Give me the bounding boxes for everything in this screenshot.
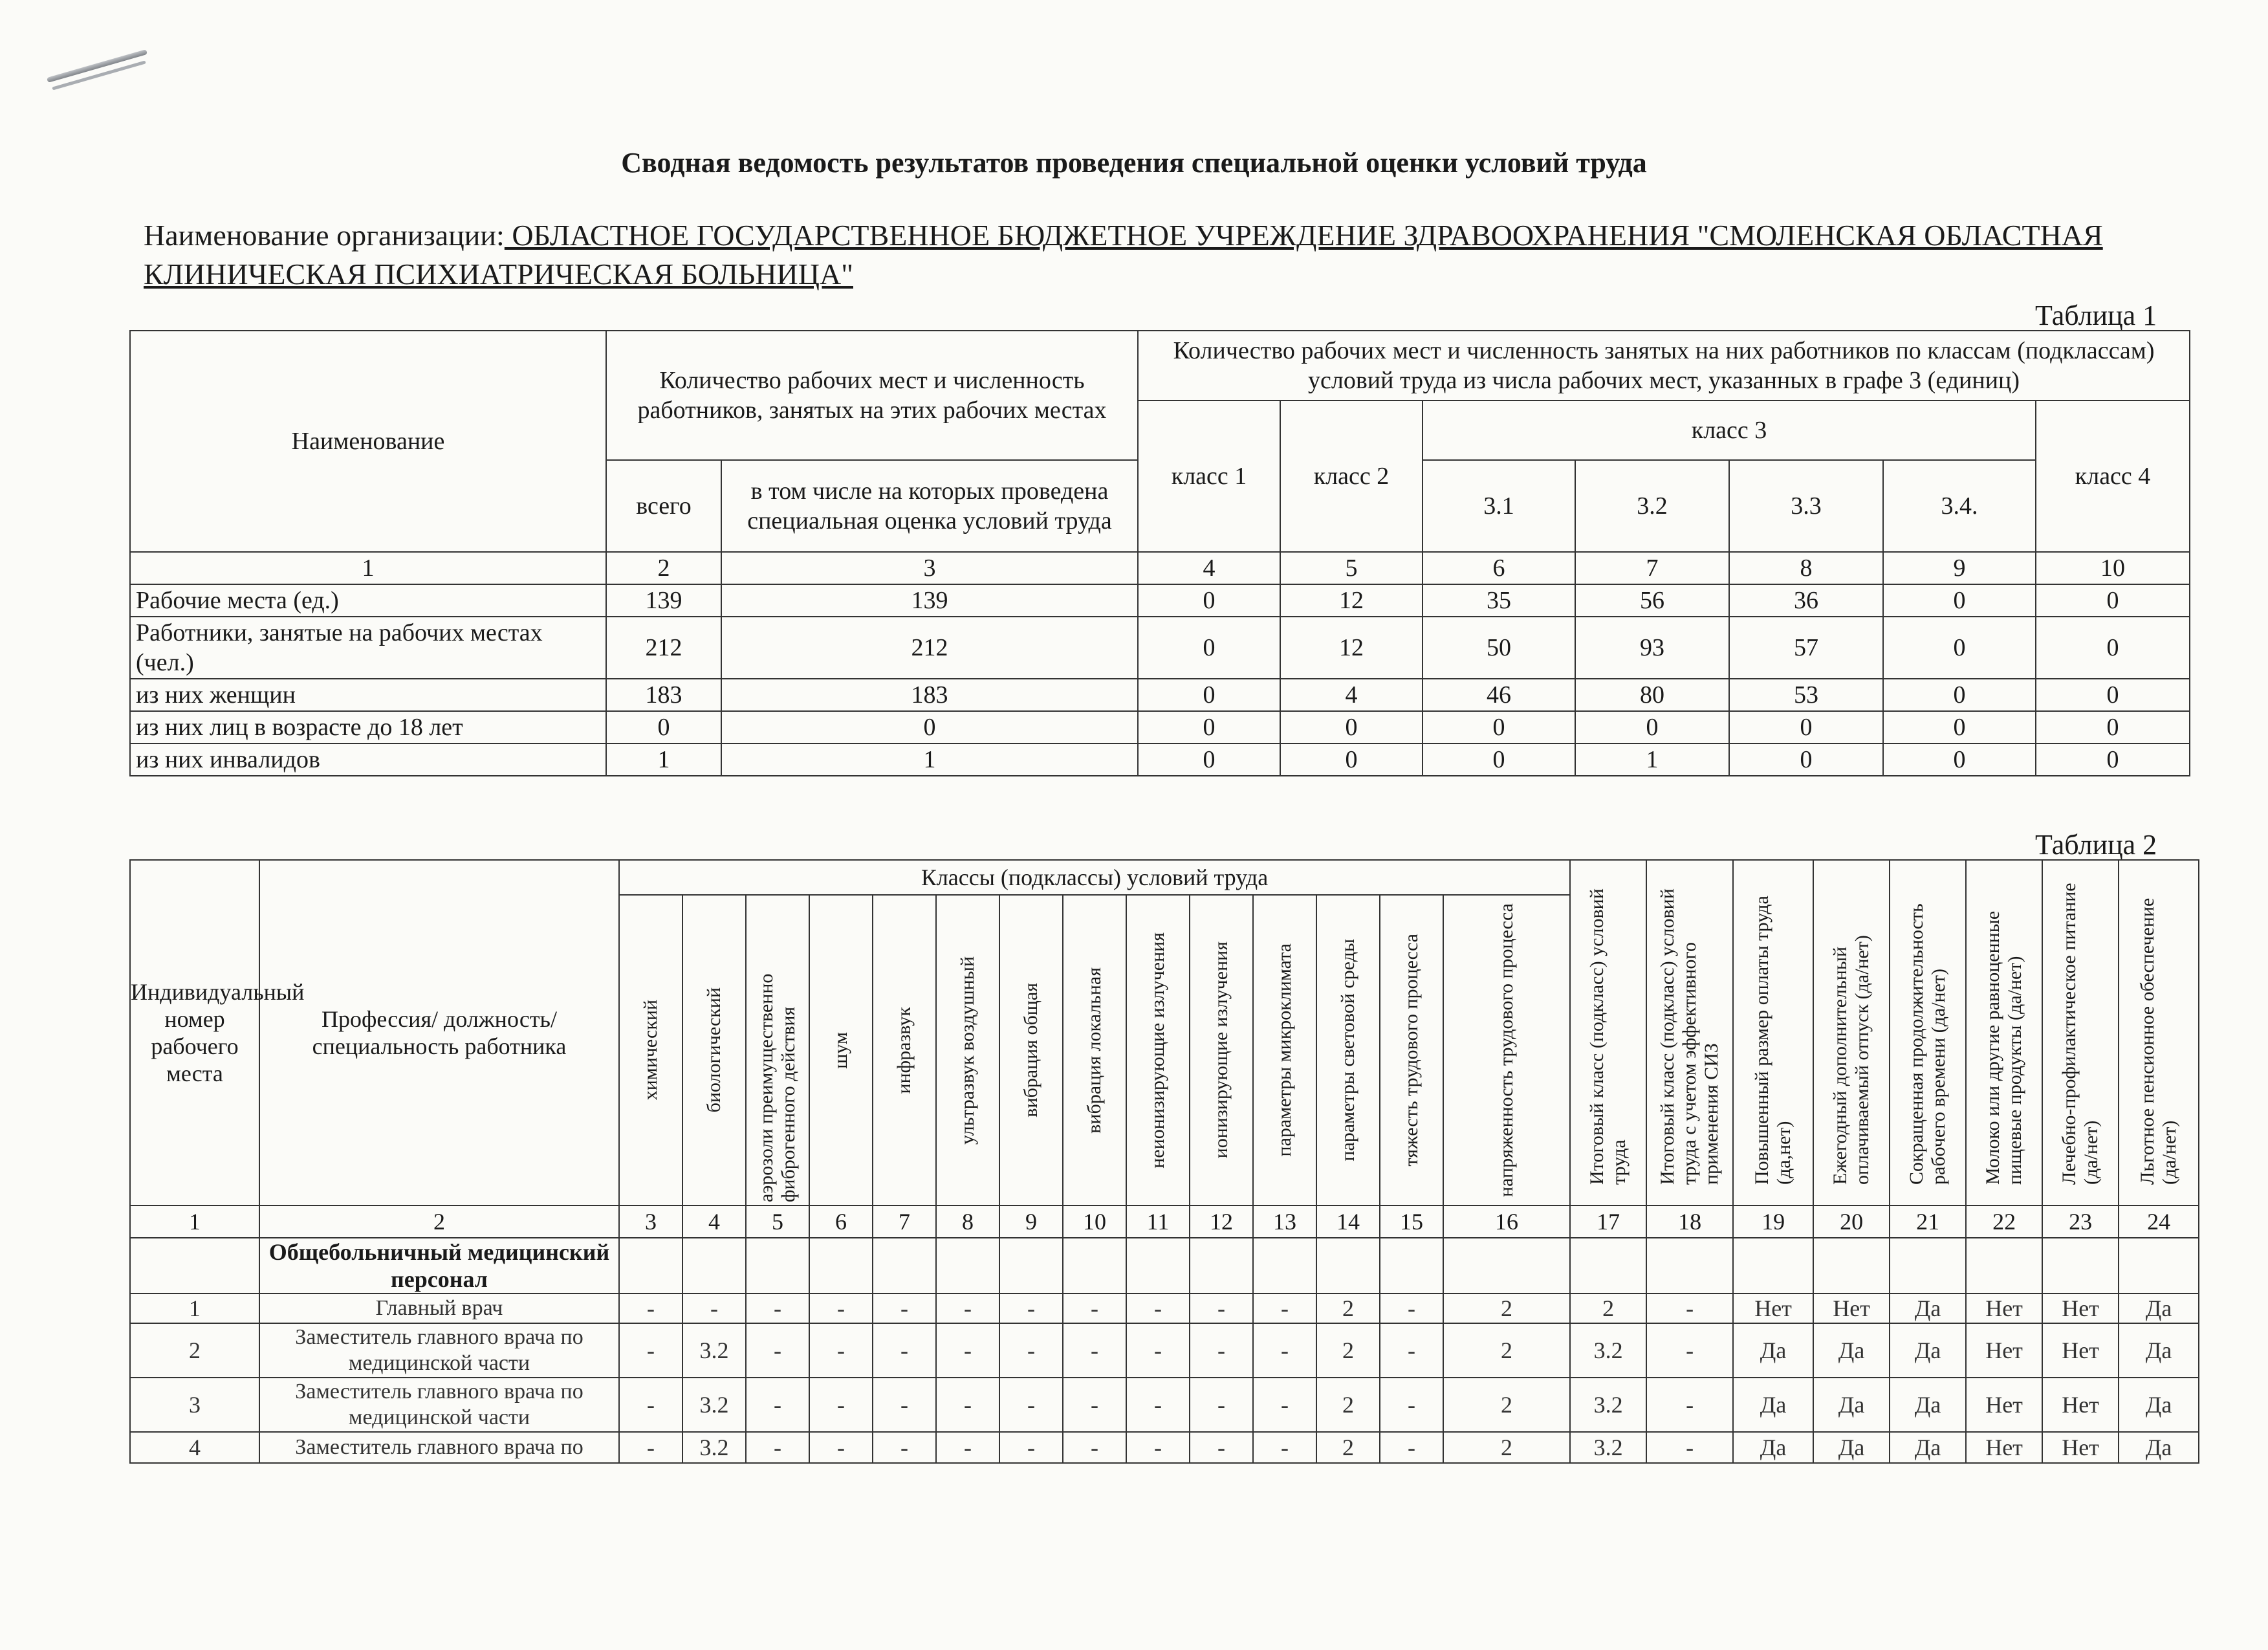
t1-cell: 0 xyxy=(1575,711,1729,743)
t1-row-name: Рабочие места (ед.) xyxy=(130,584,606,617)
t2-factor-severity: тяжесть трудового процесса xyxy=(1380,895,1443,1205)
t2-colnum: 15 xyxy=(1380,1205,1443,1238)
t2-factor-ionizing: ионизирующие излучения xyxy=(1190,895,1253,1205)
t2-cell: Да xyxy=(2119,1323,2199,1378)
t2-factor-vibration-local: вибрация локальная xyxy=(1063,895,1126,1205)
t2-factor-vibration-general: вибрация общая xyxy=(999,895,1063,1205)
t2-header-pension: Льготное пенсионное обеспечение (да/нет) xyxy=(2119,860,2199,1205)
t2-cell: - xyxy=(873,1323,936,1378)
t2-cell: 3.2 xyxy=(682,1323,746,1378)
t2-header-leave: Ежегодный дополнительный оплачиваемый отпуск (да/нет) xyxy=(1813,860,1890,1205)
t2-row-prof: Заместитель главного врача по медицинской части xyxy=(259,1378,619,1432)
t1-header-class4: класс 4 xyxy=(2036,401,2190,552)
t1-header-class1: класс 1 xyxy=(1138,401,1280,552)
t2-colnum: 14 xyxy=(1316,1205,1380,1238)
t1-cell: 0 xyxy=(1138,743,1280,776)
t2-cell: - xyxy=(1126,1432,1190,1463)
table1-label: Таблица 1 xyxy=(2035,300,2157,331)
t2-cell: - xyxy=(999,1378,1063,1432)
t2-cell: Нет xyxy=(1966,1293,2042,1323)
t2-cell: - xyxy=(1646,1323,1733,1378)
t1-cell: 56 xyxy=(1575,584,1729,617)
t2-colnum: 18 xyxy=(1646,1205,1733,1238)
t1-header-name: Наименование xyxy=(130,331,606,552)
t2-factor-ultrasound: ультразвук воздушный xyxy=(936,895,999,1205)
t2-colnum: 11 xyxy=(1126,1205,1190,1238)
t2-cell: - xyxy=(1190,1293,1253,1323)
t1-cell: 12 xyxy=(1280,617,1423,679)
t2-cell: Да xyxy=(1890,1432,1966,1463)
t2-cell: Да xyxy=(1813,1378,1890,1432)
table-row xyxy=(130,584,2190,617)
t2-cell: 2 xyxy=(1316,1378,1380,1432)
t1-cell: 1 xyxy=(1575,743,1729,776)
t1-cell: 0 xyxy=(1883,679,2036,711)
t1-cell: 0 xyxy=(2036,584,2190,617)
t2-cell: Нет xyxy=(1733,1293,1813,1323)
t1-header-3-2: 3.2 xyxy=(1575,460,1729,552)
t2-cell: Да xyxy=(1890,1323,1966,1378)
t1-cell: 35 xyxy=(1423,584,1575,617)
t2-cell: - xyxy=(746,1323,809,1378)
table-row xyxy=(130,743,2190,776)
t2-cell: Нет xyxy=(1813,1293,1890,1323)
t2-cell: Нет xyxy=(2042,1323,2119,1378)
t2-cell: - xyxy=(746,1293,809,1323)
t2-cell: Да xyxy=(2119,1293,2199,1323)
t1-header-count: Количество рабочих мест и численность работников, занятых на этих рабочих местах xyxy=(606,331,1138,460)
t1-colnum-row xyxy=(130,552,2190,584)
t2-cell: - xyxy=(809,1432,873,1463)
table-row xyxy=(130,1293,2199,1323)
t2-cell: - xyxy=(1253,1293,1316,1323)
t2-cell: Нет xyxy=(1966,1378,2042,1432)
t1-cell: 0 xyxy=(721,711,1138,743)
t2-row-prof: Заместитель главного врача по xyxy=(259,1432,619,1463)
t2-row-id: 2 xyxy=(130,1323,259,1378)
t2-cell: - xyxy=(746,1432,809,1463)
t2-colnum: 10 xyxy=(1063,1205,1126,1238)
t1-colnum: 7 xyxy=(1575,552,1729,584)
t2-cell: 3.2 xyxy=(1570,1378,1646,1432)
table-2 xyxy=(129,859,2199,1464)
t2-cell: Нет xyxy=(2042,1378,2119,1432)
t1-cell: 0 xyxy=(1423,743,1575,776)
t2-header-total: Итоговый класс (подкласс) условий труда xyxy=(1570,860,1646,1205)
t2-cell: - xyxy=(1646,1432,1733,1463)
t2-factor-microclimate: параметры микроклимата xyxy=(1253,895,1316,1205)
t1-cell: 80 xyxy=(1575,679,1729,711)
t2-colnum: 4 xyxy=(682,1205,746,1238)
t1-cell: 183 xyxy=(721,679,1138,711)
t1-cell: 0 xyxy=(1280,711,1423,743)
t2-section-row xyxy=(130,1238,2199,1293)
t2-cell: - xyxy=(873,1432,936,1463)
t2-cell: Нет xyxy=(2042,1293,2119,1323)
t2-cell: - xyxy=(619,1378,682,1432)
t2-empty-cell xyxy=(130,1238,259,1293)
t1-cell: 1 xyxy=(721,743,1138,776)
t2-cell: Да xyxy=(2119,1378,2199,1432)
t2-colnum: 12 xyxy=(1190,1205,1253,1238)
t2-cell: - xyxy=(809,1323,873,1378)
t1-row-name: Работники, занятые на рабочих местах (чел.) xyxy=(130,617,606,679)
t1-cell: 4 xyxy=(1280,679,1423,711)
t1-cell: 46 xyxy=(1423,679,1575,711)
t2-row-prof: Главный врач xyxy=(259,1293,619,1323)
t2-cell: - xyxy=(936,1323,999,1378)
t2-colnum: 19 xyxy=(1733,1205,1813,1238)
t2-colnum-row xyxy=(130,1205,2199,1238)
t2-cell: - xyxy=(1190,1378,1253,1432)
t1-colnum: 6 xyxy=(1423,552,1575,584)
t2-cell: Да xyxy=(1813,1323,1890,1378)
t2-section-title: Общебольничный медицинский персонал xyxy=(259,1238,619,1293)
t2-cell: Да xyxy=(1733,1432,1813,1463)
t1-cell: 139 xyxy=(721,584,1138,617)
t2-cell: - xyxy=(1380,1323,1443,1378)
t2-cell: - xyxy=(1253,1378,1316,1432)
t1-cell: 0 xyxy=(1883,711,2036,743)
t2-cell: - xyxy=(1380,1378,1443,1432)
t1-cell: 36 xyxy=(1729,584,1883,617)
t1-colnum: 4 xyxy=(1138,552,1280,584)
table2-label: Таблица 2 xyxy=(2035,829,2157,861)
t1-colnum: 9 xyxy=(1883,552,2036,584)
t1-cell: 0 xyxy=(1138,584,1280,617)
t2-cell: - xyxy=(1646,1378,1733,1432)
t1-cell: 0 xyxy=(2036,679,2190,711)
t2-cell: - xyxy=(1646,1293,1733,1323)
t1-header-class3: класс 3 xyxy=(1423,401,2036,460)
t2-header-prof: Профессия/ должность/ специальность работника xyxy=(259,860,619,1205)
t2-cell: 3.2 xyxy=(682,1378,746,1432)
t2-factor-nonionizing: неионизирующие излучения xyxy=(1126,895,1190,1205)
t1-colnum: 1 xyxy=(130,552,606,584)
t1-row-name: из них лиц в возрасте до 18 лет xyxy=(130,711,606,743)
t2-colnum: 2 xyxy=(259,1205,619,1238)
t2-factor-light: параметры световой среды xyxy=(1316,895,1380,1205)
t2-colnum: 9 xyxy=(999,1205,1063,1238)
t1-header-class2: класс 2 xyxy=(1280,401,1423,552)
t2-header-hours: Сокращенная продолжительность рабочего времени (да/нет) xyxy=(1890,860,1966,1205)
t2-header-pay: Повышенный размер оплаты труда (да,нет) xyxy=(1733,860,1813,1205)
t1-cell: 93 xyxy=(1575,617,1729,679)
paper-clip-icon xyxy=(45,50,155,89)
table-row xyxy=(130,1432,2199,1463)
t2-cell: 2 xyxy=(1443,1432,1570,1463)
t2-cell: - xyxy=(873,1293,936,1323)
t2-header-total-siz: Итоговый класс (подкласс) условий труда с учетом эффективного применения СИЗ xyxy=(1646,860,1733,1205)
organization-name: ОБЛАСТНОЕ ГОСУДАРСТВЕННОЕ БЮДЖЕТНОЕ УЧРЕЖДЕНИЕ ЗДРАВООХРАНЕНИЯ "СМОЛЕНСКАЯ ОБЛАСТНАЯ КЛИНИЧЕСКАЯ ПСИХИАТРИЧЕСКАЯ БОЛЬНИЦА" xyxy=(144,219,2103,291)
t2-cell: - xyxy=(809,1378,873,1432)
t1-cell: 212 xyxy=(606,617,721,679)
t2-cell: 2 xyxy=(1443,1293,1570,1323)
t2-colnum: 6 xyxy=(809,1205,873,1238)
organization-label: Наименование организации: xyxy=(144,219,505,252)
t2-cell: - xyxy=(1063,1323,1126,1378)
t2-cell: - xyxy=(682,1293,746,1323)
t2-cell: Да xyxy=(1733,1378,1813,1432)
t2-cell: Да xyxy=(1733,1323,1813,1378)
t1-header-classes: Количество рабочих мест и численность занятых на них работников по классам (подклассам) условий труда из числа рабочих мест, указанных в графе 3 (единиц) xyxy=(1138,331,2190,401)
t1-cell: 212 xyxy=(721,617,1138,679)
t1-cell: 0 xyxy=(1280,743,1423,776)
t2-cell: - xyxy=(809,1293,873,1323)
t1-cell: 0 xyxy=(2036,617,2190,679)
t2-cell: - xyxy=(1380,1293,1443,1323)
t2-cell: - xyxy=(1063,1432,1126,1463)
table-1 xyxy=(129,330,2190,776)
t2-colnum: 1 xyxy=(130,1205,259,1238)
t2-header-id: Индивидуальный номер рабочего места xyxy=(130,860,259,1205)
t2-row-id: 4 xyxy=(130,1432,259,1463)
t2-cell: - xyxy=(1126,1323,1190,1378)
t1-cell: 0 xyxy=(606,711,721,743)
t2-cell: Да xyxy=(1890,1293,1966,1323)
t2-factor-biological: биологический xyxy=(682,895,746,1205)
t2-cell: - xyxy=(999,1432,1063,1463)
t2-cell: 2 xyxy=(1443,1378,1570,1432)
table-row xyxy=(130,617,2190,679)
t1-cell: 139 xyxy=(606,584,721,617)
t2-row-prof: Заместитель главного врача по медицинской части xyxy=(259,1323,619,1378)
t2-factor-infrasound: инфразвук xyxy=(873,895,936,1205)
t2-cell: - xyxy=(1126,1293,1190,1323)
t2-cell: - xyxy=(619,1293,682,1323)
t2-row-id: 3 xyxy=(130,1378,259,1432)
t2-colnum: 8 xyxy=(936,1205,999,1238)
table-row xyxy=(130,679,2190,711)
table-row xyxy=(130,1378,2199,1432)
t1-header-3-1: 3.1 xyxy=(1423,460,1575,552)
t2-header-classes: Классы (подклассы) условий труда xyxy=(619,860,1570,895)
t2-cell: - xyxy=(1380,1432,1443,1463)
t2-cell: 2 xyxy=(1316,1323,1380,1378)
t1-colnum: 3 xyxy=(721,552,1138,584)
t2-cell: - xyxy=(936,1378,999,1432)
t2-colnum: 5 xyxy=(746,1205,809,1238)
t2-cell: - xyxy=(1253,1432,1316,1463)
t2-cell: Да xyxy=(1813,1432,1890,1463)
t2-cell: 2 xyxy=(1316,1432,1380,1463)
t2-colnum: 23 xyxy=(2042,1205,2119,1238)
t2-cell: Нет xyxy=(1966,1323,2042,1378)
t1-cell: 0 xyxy=(1138,617,1280,679)
t2-cell: - xyxy=(619,1432,682,1463)
t1-cell: 53 xyxy=(1729,679,1883,711)
t2-cell: - xyxy=(873,1378,936,1432)
t2-colnum: 20 xyxy=(1813,1205,1890,1238)
t1-row-name: из них инвалидов xyxy=(130,743,606,776)
t2-cell: - xyxy=(1126,1378,1190,1432)
t2-cell: - xyxy=(1063,1293,1126,1323)
t2-factor-chemical: химический xyxy=(619,895,682,1205)
t2-colnum: 24 xyxy=(2119,1205,2199,1238)
t2-colnum: 21 xyxy=(1890,1205,1966,1238)
t2-cell: Да xyxy=(2119,1432,2199,1463)
t1-header-total: всего xyxy=(606,460,721,552)
t1-cell: 0 xyxy=(2036,743,2190,776)
t2-cell: - xyxy=(936,1432,999,1463)
t2-header-nutrition: Лечебно-профилактическое питание (да/нет) xyxy=(2042,860,2119,1205)
t2-cell: 3.2 xyxy=(1570,1432,1646,1463)
t2-cell: - xyxy=(1063,1378,1126,1432)
t2-cell: - xyxy=(1190,1432,1253,1463)
t1-cell: 0 xyxy=(1883,584,2036,617)
t2-cell: 2 xyxy=(1316,1293,1380,1323)
t2-cell: - xyxy=(936,1293,999,1323)
t1-colnum: 10 xyxy=(2036,552,2190,584)
t1-colnum: 8 xyxy=(1729,552,1883,584)
t1-cell: 0 xyxy=(1883,743,2036,776)
t2-cell: Нет xyxy=(2042,1432,2119,1463)
t1-cell: 0 xyxy=(1729,743,1883,776)
t2-factor-noise: шум xyxy=(809,895,873,1205)
t1-cell: 57 xyxy=(1729,617,1883,679)
t1-header-3-3: 3.3 xyxy=(1729,460,1883,552)
t2-cell: - xyxy=(999,1323,1063,1378)
t2-factor-aerosol: аэрозоли преимущественно фиброгенного действия xyxy=(746,895,809,1205)
t2-cell: 3.2 xyxy=(682,1432,746,1463)
t2-cell: 2 xyxy=(1443,1323,1570,1378)
t1-cell: 50 xyxy=(1423,617,1575,679)
t1-header-assessed: в том числе на которых проведена специальная оценка условий труда xyxy=(721,460,1138,552)
t2-cell: 3.2 xyxy=(1570,1323,1646,1378)
table-row xyxy=(130,1323,2199,1378)
t2-colnum: 7 xyxy=(873,1205,936,1238)
t2-colnum: 3 xyxy=(619,1205,682,1238)
table-row xyxy=(130,711,2190,743)
t2-cell: - xyxy=(746,1378,809,1432)
t2-cell: Да xyxy=(1890,1378,1966,1432)
t2-header-milk: Молоко или другие равноценные пищевые продукты (да/нет) xyxy=(1966,860,2042,1205)
t1-cell: 0 xyxy=(2036,711,2190,743)
t2-factor-tension: напряженность трудового процесса xyxy=(1443,895,1570,1205)
organization-line xyxy=(144,216,2168,294)
t1-colnum: 5 xyxy=(1280,552,1423,584)
t1-cell: 0 xyxy=(1729,711,1883,743)
t2-row-id: 1 xyxy=(130,1293,259,1323)
t2-colnum: 16 xyxy=(1443,1205,1570,1238)
t2-cell: - xyxy=(999,1293,1063,1323)
t2-cell: - xyxy=(1253,1323,1316,1378)
t2-cell: 2 xyxy=(1570,1293,1646,1323)
t1-cell: 183 xyxy=(606,679,721,711)
t2-cell: - xyxy=(1190,1323,1253,1378)
t1-cell: 12 xyxy=(1280,584,1423,617)
document-title: Сводная ведомость результатов проведения специальной оценки условий труда xyxy=(621,147,1647,179)
t2-colnum: 17 xyxy=(1570,1205,1646,1238)
t1-colnum: 2 xyxy=(606,552,721,584)
t1-cell: 1 xyxy=(606,743,721,776)
t2-cell: - xyxy=(619,1323,682,1378)
t1-cell: 0 xyxy=(1138,679,1280,711)
t2-colnum: 13 xyxy=(1253,1205,1316,1238)
t2-colnum: 22 xyxy=(1966,1205,2042,1238)
t1-cell: 0 xyxy=(1423,711,1575,743)
t1-header-3-4: 3.4. xyxy=(1883,460,2036,552)
t2-cell: Нет xyxy=(1966,1432,2042,1463)
t1-row-name: из них женщин xyxy=(130,679,606,711)
t1-cell: 0 xyxy=(1883,617,2036,679)
t1-cell: 0 xyxy=(1138,711,1280,743)
